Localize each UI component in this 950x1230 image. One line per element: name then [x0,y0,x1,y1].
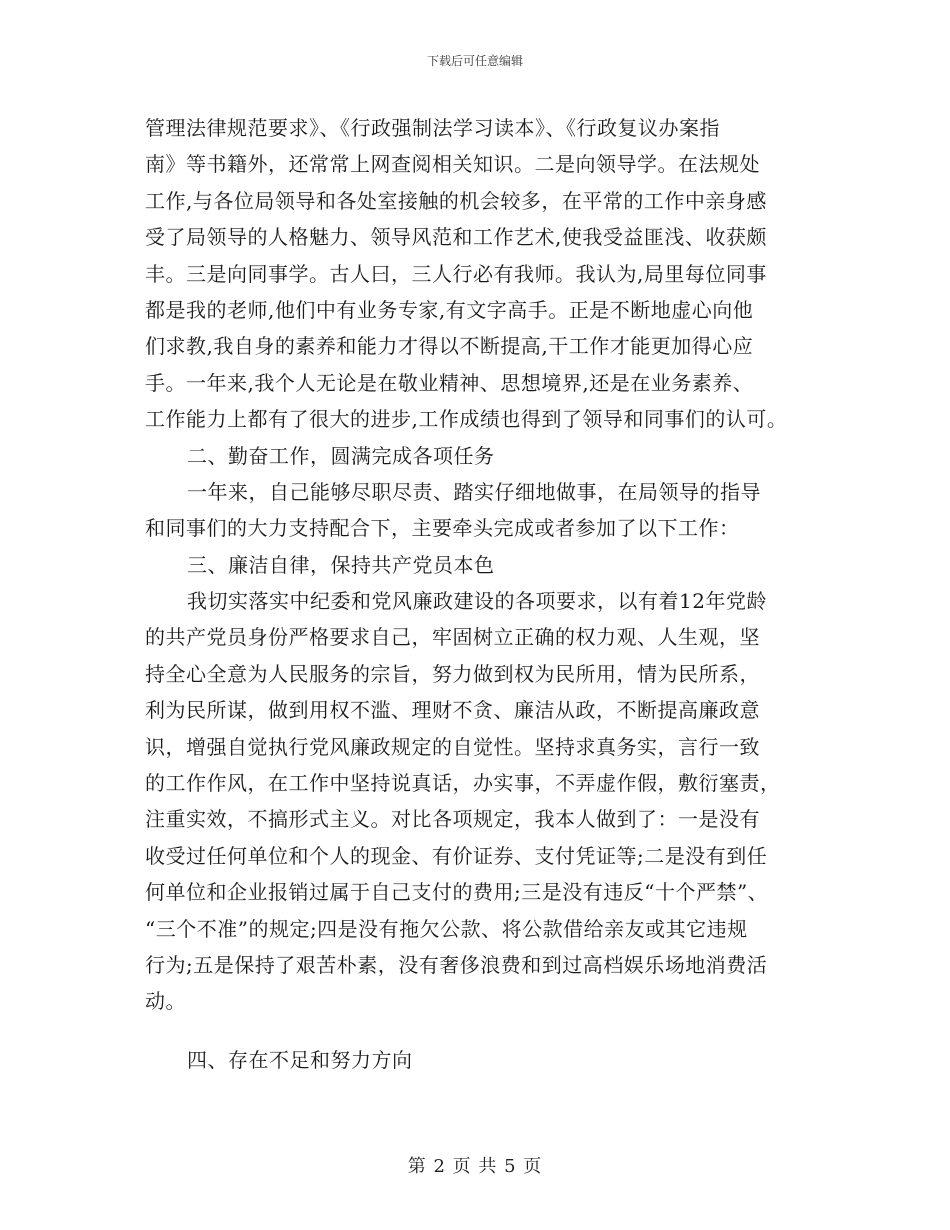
section-heading: 三、廉洁自律，保持共产党员本色 [187,552,495,577]
document-body [145,110,825,1078]
paragraph-gap [145,1020,825,1042]
body-line: 利为民所谋，做到用权不滥、理财不贪、廉洁从政，不断提高廉政意 [145,698,760,723]
page-footer: 第 2 页 共 5 页 [407,1156,543,1177]
body-line: 南》等书籍外，还常常上网查阅相关知识。二是向领导学。在法规处 [145,152,760,177]
body-line: 行为;五是保持了艰苦朴素，没有奢侈浪费和到过高档娱乐场地消费活 [145,952,768,977]
body-line: 和同事们的大力支持配合下，主要牵头完成或者参加了以下工作： [145,516,740,541]
body-line: 手。一年来,我个人无论是在敬业精神、思想境界,还是在业务素养、 [145,370,754,395]
body-line: 动。 [145,989,186,1014]
body-line: 工作能力上都有了很大的进步,工作成绩也得到了领导和同事们的认可。 [145,407,788,432]
body-line: 管理法律规范要求》、《行政强制法学习读本》、《行政复议办案指 [145,116,720,140]
body-line: “三个不准”的规定;四是没有拖欠公款、将公款借给亲友或其它违规 [145,916,748,941]
body-line: 工作,与各位局领导和各处室接触的机会较多，在平常的工作中亲身感 [145,188,767,213]
body-line: 丰。三是向同事学。古人曰，三人行必有我师。我认为,局里每位同事 [145,261,767,286]
body-line: 识，增强自觉执行党风廉政规定的自觉性。坚持求真务实，言行一致 [145,734,760,759]
body-line: 都是我的老师,他们中有业务专家,有文字高手。正是不断地虚心向他 [145,297,754,322]
body-line: 我切实落实中纪委和党风廉政建设的各项要求，以有着12年党龄 [187,589,767,614]
section-heading: 二、勤奋工作，圆满完成各项任务 [187,443,495,468]
body-line: 一年来，自己能够尽职尽责、踏实仔细地做事，在局领导的指导 [187,479,761,504]
body-line: 的工作作风，在工作中坚持说真话，办实事，不弄虚作假，敷衍塞责， [145,771,781,796]
body-line: 注重实效，不搞形式主义。对比各项规定，我本人做到了：一是没有 [145,807,760,832]
section-heading: 四、存在不足和努力方向 [187,1047,413,1072]
body-line: 受了局领导的人格魅力、领导风范和工作艺术,使我受益匪浅、收获颇 [145,225,767,250]
page-header: 下载后可任意编辑 [426,54,523,68]
body-line: 的共产党员身份严格要求自己，牢固树立正确的权力观、人生观，坚 [145,625,760,650]
body-line: 持全心全意为人民服务的宗旨，努力做到权为民所用，情为民所系， [145,661,760,686]
body-line: 们求教,我自身的素养和能力才得以不断提高,干工作才能更加得心应 [145,334,754,359]
body-line: 收受过任何单位和个人的现金、有价证券、支付凭证等;二是没有到任 [145,843,768,868]
body-line: 何单位和企业报销过属于自己支付的费用;三是没有违反“十个严禁”、 [145,880,769,905]
